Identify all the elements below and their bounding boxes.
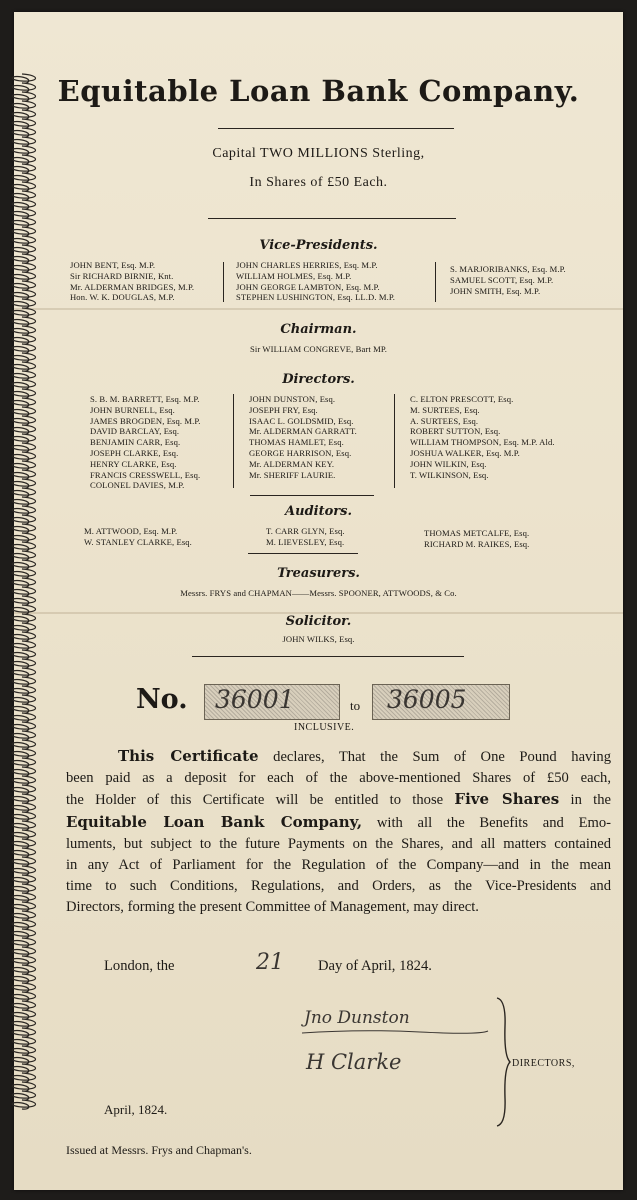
date-suffix: Day of April, 1824. (318, 958, 432, 974)
body-line (66, 812, 611, 834)
auditors-col-3 (424, 528, 529, 550)
number-label: No. (136, 684, 188, 715)
name-entry: HENRY CLARKE, Esq. (90, 458, 177, 469)
certificate-lead: This Certificate (118, 747, 259, 765)
name-entry: JAMES BROGDEN, Esq. M.P. (90, 415, 201, 426)
name-entry: FRANCIS CRESSWELL, Esq. (90, 469, 201, 480)
name-entry: JOHN WILKIN, Esq. (410, 458, 487, 469)
solicitor-heading: Solicitor. (285, 614, 352, 629)
company-name-emphasis: Equitable Loan Bank Company, (66, 812, 363, 831)
treasurers-line: Messrs. FRYS and CHAPMAN——Messrs. SPOONER, ATTWOODS, & Co. (180, 588, 457, 598)
inclusive-label: INCLUSIVE. (294, 722, 355, 733)
divider (250, 495, 374, 496)
name-entry: M. LIEVESLEY, Esq. (266, 536, 345, 547)
number-to-field (372, 684, 510, 720)
name-entry: ISAAC L. GOLDSMID, Esq. (249, 415, 354, 426)
number-from-field (204, 684, 340, 720)
divider (208, 218, 456, 219)
name-entry: Mr. ALDERMAN KEY. (249, 458, 335, 469)
body-text: with all the Benefits and Emo- (376, 814, 611, 831)
name-entry: JOSEPH CLARKE, Esq. (90, 447, 179, 458)
five-shares-emphasis: Five Shares (454, 790, 560, 809)
name-entry: Hon. W. K. DOUGLAS, M.P. (70, 292, 175, 303)
name-entry: Sir RICHARD BIRNIE, Knt. (70, 270, 174, 281)
name-entry: JOSEPH FRY, Esq. (249, 404, 318, 415)
name-entry: M. ATTWOOD, Esq. M.P. (84, 526, 178, 536)
name-entry: JOHN GEORGE LAMBTON, Esq. M.P. (236, 281, 380, 292)
body-line (66, 746, 611, 768)
name-entry: DAVID BARCLAY, Esq. (90, 426, 180, 437)
name-entry: T. CARR GLYN, Esq. (266, 526, 345, 536)
name-entry: WILLIAM HOLMES, Esq. M.P. (236, 270, 352, 281)
name-entry: ROBERT SUTTON, Esq. (410, 426, 501, 437)
column-divider (435, 262, 436, 302)
name-entry: JOSHUA WALKER, Esq. M.P. (410, 447, 520, 458)
number-from-value: 36001 (215, 685, 295, 714)
column-divider (233, 394, 234, 488)
signature-brace (494, 996, 512, 1128)
name-entry: BENJAMIN CARR, Esq. (90, 437, 181, 448)
name-entry: JOHN CHARLES HERRIES, Esq. M.P. (236, 260, 378, 270)
name-entry: STEPHEN LUSHINGTON, Esq. LL.D. M.P. (236, 292, 395, 303)
column-divider (223, 262, 224, 302)
body-text: declares, That the Sum of One Pound having (273, 749, 611, 765)
name-entry: COLONEL DAVIES, M.P. (90, 480, 185, 491)
directors-col-3 (410, 394, 555, 480)
body-line: Directors, forming the present Committee of Management, may direct. (66, 899, 479, 916)
certificate-body (66, 746, 611, 919)
signature-director-1: Jno Dunston (304, 1008, 410, 1028)
name-entry: W. STANLEY CLARKE, Esq. (84, 536, 192, 547)
vice-presidents-col-1 (70, 260, 194, 303)
fold-line (14, 308, 623, 310)
date-day-handwritten: 21 (256, 950, 284, 975)
vice-presidents-heading: Vice-Presidents. (259, 238, 378, 253)
name-entry: SAMUEL SCOTT, Esq. M.P. (450, 274, 554, 285)
name-entry: JOHN DUNSTON, Esq. (249, 394, 336, 404)
directors-col-2 (249, 394, 357, 480)
vice-presidents-col-2 (236, 260, 395, 303)
signature-flourish (300, 1028, 490, 1036)
name-entry: Mr. SHERIFF LAURIE. (249, 469, 336, 480)
shares-line: In Shares of £50 Each. (249, 175, 388, 190)
to-word: to (350, 698, 361, 713)
vice-presidents-col-3 (450, 264, 566, 296)
name-entry: A. SURTEES, Esq. (410, 415, 479, 426)
solicitor-name: JOHN WILKS, Esq. (282, 634, 355, 644)
body-line: time to such Conditions, Regulations, and Orders, as the Vice-Presidents and (66, 878, 611, 895)
name-entry: C. ELTON PRESCOTT, Esq. (410, 394, 514, 404)
name-entry: Mr. ALDERMAN GARRATT. (249, 426, 357, 437)
issued-line: Issued at Messrs. Frys and Chapman's. (66, 1143, 252, 1157)
name-entry: JOHN BURNELL, Esq. (90, 404, 175, 415)
date-prefix: London, the (104, 958, 175, 974)
directors-heading: Directors. (282, 372, 355, 387)
number-to-value: 36005 (387, 685, 467, 714)
body-text: the Holder of this Certificate will be entitled to those (66, 792, 444, 809)
divider (248, 553, 358, 554)
name-entry: S. MARJORIBANKS, Esq. M.P. (450, 264, 566, 274)
directors-col-1 (90, 394, 201, 491)
footer-date: April, 1824. (104, 1102, 168, 1117)
name-entry: M. SURTEES, Esq. (410, 404, 480, 415)
directors-label: DIRECTORS, (512, 1058, 575, 1069)
chairman-name: Sir WILLIAM CONGREVE, Bart MP. (250, 344, 387, 354)
signature-director-2: H Clarke (306, 1050, 402, 1074)
name-entry: JOHN SMITH, Esq. M.P. (450, 285, 541, 296)
auditors-col-2 (266, 526, 345, 548)
body-line: luments, but subject to the future Payments on the Shares, and all matters contained (66, 835, 611, 852)
name-entry: RICHARD M. RAIKES, Esq. (424, 538, 530, 549)
column-divider (394, 394, 395, 488)
body-line: been paid as a deposit for each of the above-mentioned Shares of £50 each, (66, 770, 611, 787)
divider (192, 656, 464, 657)
treasurers-heading: Treasurers. (277, 566, 360, 581)
chairman-heading: Chairman. (280, 322, 357, 337)
name-entry: JOHN BENT, Esq. M.P. (70, 260, 156, 270)
name-entry: GEORGE HARRISON, Esq. (249, 447, 352, 458)
auditors-col-1 (84, 526, 192, 548)
auditors-heading: Auditors. (285, 504, 352, 519)
capital-line: Capital TWO MILLIONS Sterling, (212, 146, 425, 161)
name-entry: T. WILKINSON, Esq. (410, 469, 489, 480)
divider (218, 128, 454, 129)
body-text: in the (570, 792, 611, 809)
name-entry: Mr. ALDERMAN BRIDGES, M.P. (70, 281, 195, 292)
body-line (66, 789, 611, 811)
body-line: in any Act of Parliament for the Regulation of the Company—and in the mean (66, 857, 611, 874)
name-entry: THOMAS METCALFE, Esq. (424, 528, 530, 538)
name-entry: S. B. M. BARRETT, Esq. M.P. (90, 394, 200, 404)
name-entry: WILLIAM THOMPSON, Esq. M.P. Ald. (410, 437, 555, 448)
company-title: Equitable Loan Bank Company. (57, 74, 580, 108)
name-entry: THOMAS HAMLET, Esq. (249, 437, 344, 448)
